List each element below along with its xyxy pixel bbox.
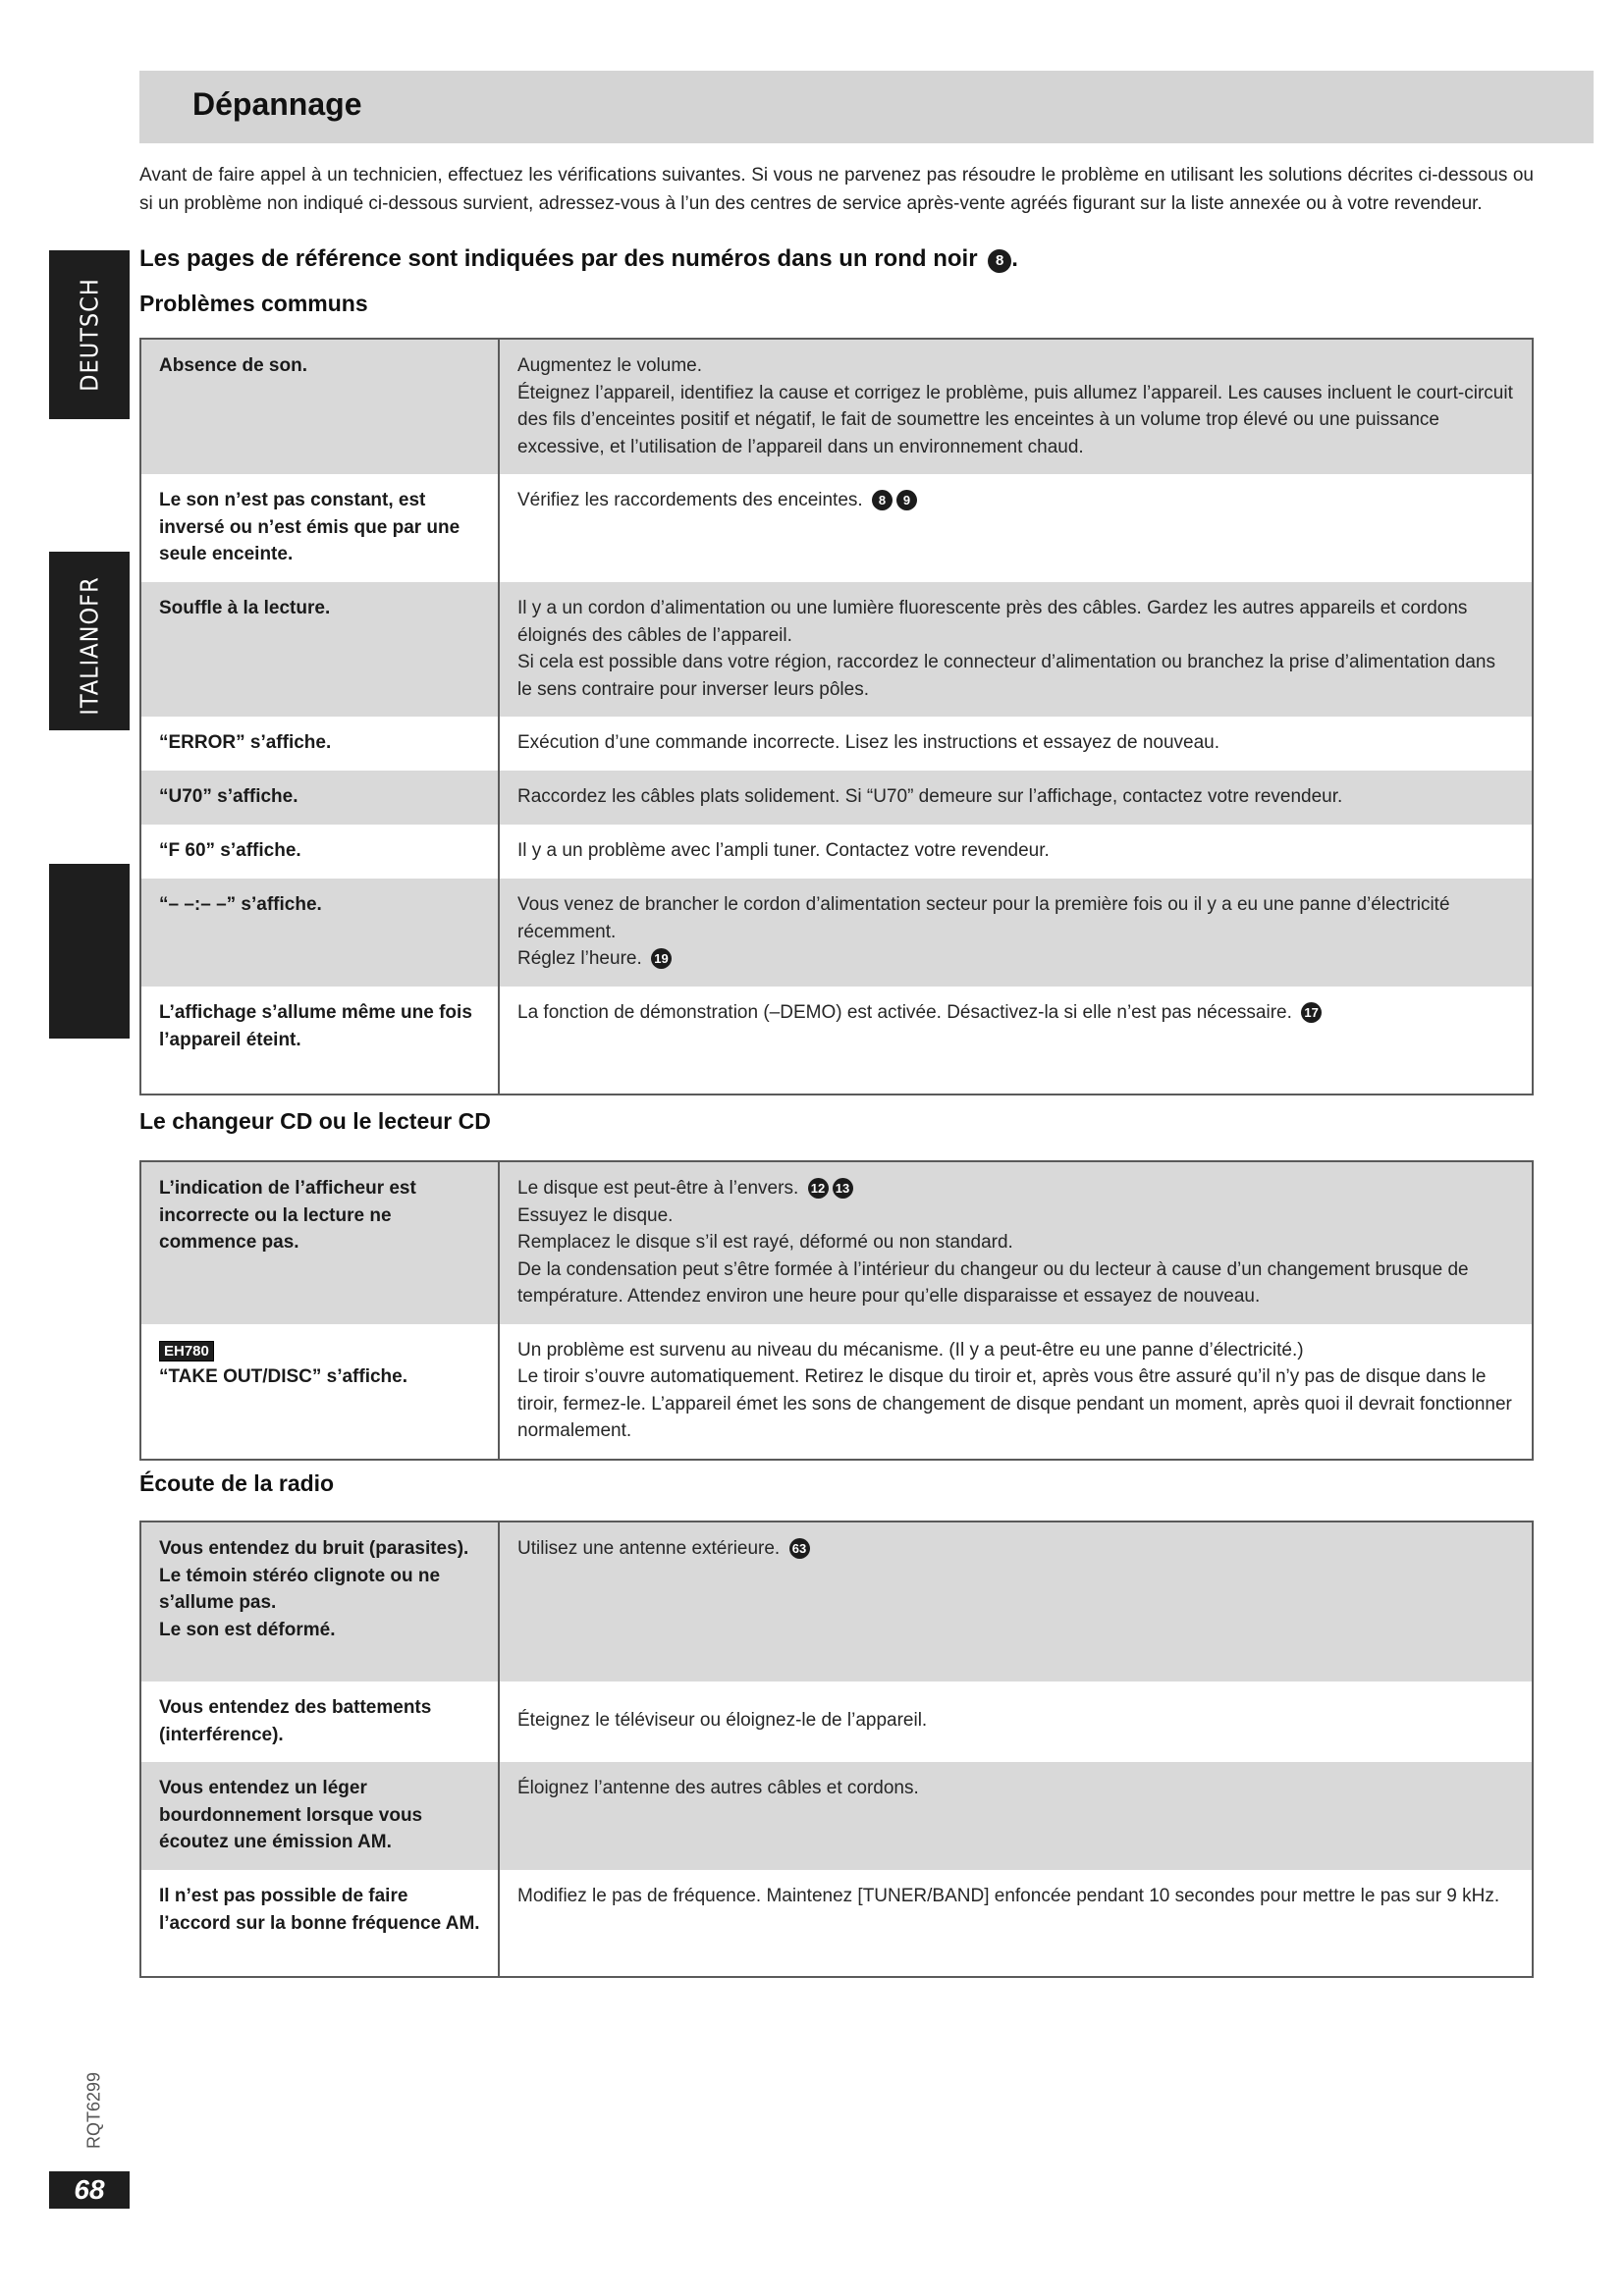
side-tab-label: ITALIANOFR <box>75 576 104 716</box>
table-row <box>140 879 1533 987</box>
reference-note <box>139 245 1018 273</box>
solution-line: Essuyez le disque. <box>517 1204 674 1226</box>
solution-cell: Exécution d’une commande incorrecte. Lisez les instructions et essayez de nouveau. <box>499 717 1533 771</box>
solution-line: Augmentez le volume. <box>517 355 702 376</box>
solution-cell: Modifiez le pas de fréquence. Maintenez [TUNER/BAND] enfoncée pendant 10 secondes pour mettre le pas sur 9 kHz. <box>499 1870 1533 1977</box>
solution-line: Il y a un cordon d’alimentation ou une lumière fluorescente près des câbles. Gardez les autres appareils et cordons éloignés des câbles de l’appareil. <box>517 598 1468 646</box>
table-row <box>140 474 1533 582</box>
solution-cell: Raccordez les câbles plats solidement. Si “U70” demeure sur l’affichage, contactez votre revendeur. <box>499 771 1533 825</box>
page-ref-icon: 63 <box>789 1538 810 1559</box>
solution-line: Un problème est survenu au niveau du mécanisme. (Il y a peut-être eu une panne d’électricité.) <box>517 1339 1304 1361</box>
table-row <box>140 1324 1533 1460</box>
solution-cell <box>499 339 1533 474</box>
solution-cell <box>499 582 1533 717</box>
problem-cell: Souffle à la lecture. <box>140 582 499 717</box>
section-title-radio: Écoute de la radio <box>139 1470 335 1496</box>
problem-cell: “U70” s’affiche. <box>140 771 499 825</box>
table-row <box>140 1682 1533 1762</box>
page-title: Dépannage <box>192 86 362 122</box>
page-ref-icon: 12 <box>808 1178 829 1199</box>
page-ref-icon: 17 <box>1301 1002 1322 1023</box>
page-ref-icon: 13 <box>833 1178 853 1199</box>
cd-problems-table <box>139 1160 1534 1461</box>
page-ref-icon: 9 <box>896 490 917 510</box>
problem-line: Vous entendez du bruit (parasites). <box>159 1538 469 1559</box>
problem-cell: L’indication de l’afficheur est incorrecte ou la lecture ne commence pas. <box>140 1161 499 1324</box>
table-row <box>140 582 1533 717</box>
reference-circle-icon: 8 <box>988 249 1011 273</box>
document-code: RQT6299 <box>83 2071 104 2150</box>
problem-line: Le son est déformé. <box>159 1619 336 1640</box>
table-row <box>140 771 1533 825</box>
table-row <box>140 339 1533 474</box>
solution-cell: Éloignez l’antenne des autres câbles et cordons. <box>499 1762 1533 1870</box>
solution-line: Réglez l’heure. <box>517 948 642 969</box>
solution-line: Éteignez l’appareil, identifiez la cause et corrigez le problème, puis allumez l’appareil. Les causes incluent le court-circuit des fils d’enceintes positif et négatif, le fait de soumettre les enceintes à un volume trop élevé ou une puissance excessive, et l’utilisation de l’appareil dans un environnement chaud. <box>517 382 1513 457</box>
solution-cell <box>499 1161 1533 1324</box>
solution-line: Le tiroir s’ouvre automatiquement. Retirez le disque du tiroir et, après vous être assuré qu’il n’y pas de disque dans le tiroir, fermez-le. L’appareil émet les sons de changement de disque pendant un moment, après quoi il devrait fonctionner normalement. <box>517 1366 1512 1441</box>
side-tab-italiano-francais <box>49 552 130 730</box>
problem-cell: L’affichage s’allume même une fois l’appareil éteint. <box>140 987 499 1095</box>
side-tab-label: DEUTSCH <box>75 278 104 392</box>
solution-line: De la condensation peut s’être formée à l’intérieur du changeur ou du lecteur à cause d’un changement brusque de température. Attendez environ une heure pour qu’elle disparaisse et essayez de nouveau. <box>517 1258 1469 1307</box>
solution-line: Le disque est peut-être à l’envers. <box>517 1178 799 1199</box>
common-problems-table <box>139 338 1534 1095</box>
problem-cell: Le son n’est pas constant, est inversé ou n’est émis que par une seule enceinte. <box>140 474 499 582</box>
section-title-cd: Le changeur CD ou le lecteur CD <box>139 1108 491 1134</box>
side-tab-blank <box>49 864 130 1039</box>
problem-cell: “ERROR” s’affiche. <box>140 717 499 771</box>
solution-cell <box>499 1522 1533 1682</box>
reference-note-period: . <box>1011 245 1018 272</box>
solution-cell <box>499 987 1533 1095</box>
problem-text: “TAKE OUT/DISC” s’affiche. <box>159 1366 408 1387</box>
solution-line: Utilisez une antenne extérieure. <box>517 1538 781 1559</box>
solution-cell <box>499 879 1533 987</box>
problem-line: Le témoin stéréo clignote ou ne s’allume pas. <box>159 1565 441 1613</box>
problem-cell: Il n’est pas possible de faire l’accord sur la bonne fréquence AM. <box>140 1870 499 1977</box>
problem-cell <box>140 1522 499 1682</box>
solution-line: Vous venez de brancher le cordon d’alimentation secteur pour la première fois ou il y a eu une panne d’électricité récemment. <box>517 894 1450 942</box>
page-ref-icon: 19 <box>651 948 672 969</box>
table-row <box>140 1870 1533 1977</box>
problem-cell <box>140 1324 499 1460</box>
page-ref-icon: 8 <box>872 490 893 510</box>
section-title-common: Problèmes communs <box>139 291 368 316</box>
solution-line: Remplacez le disque s’il est rayé, déformé ou non standard. <box>517 1232 1013 1253</box>
solution-cell <box>499 1324 1533 1460</box>
problem-cell: Vous entendez des battements (interférence). <box>140 1682 499 1762</box>
solution-line: Si cela est possible dans votre région, raccordez le connecteur d’alimentation ou branchez la prise d’alimentation dans le sens contraire pour inverser leurs pôles. <box>517 652 1495 700</box>
table-row <box>140 987 1533 1095</box>
solution-line: Vérifiez les raccordements des enceintes. <box>517 490 863 510</box>
table-row <box>140 717 1533 771</box>
page-number: 68 <box>49 2171 130 2209</box>
solution-cell: Il y a un problème avec l’ampli tuner. Contactez votre revendeur. <box>499 825 1533 879</box>
problem-cell: Absence de son. <box>140 339 499 474</box>
table-row <box>140 1762 1533 1870</box>
radio-problems-table <box>139 1521 1534 1978</box>
problem-cell: “– –:– –” s’affiche. <box>140 879 499 987</box>
intro-paragraph: Avant de faire appel à un technicien, effectuez les vérifications suivantes. Si vous ne parvenez pas résoudre le problème en utilisant les solutions décrites ci-dessous ou si un problème non indiqué ci-dessous survient, adressez-vous à l’un des centres de service après-vente agréés figurant sur la liste annexée ou à votre revendeur. <box>139 165 1534 214</box>
table-row <box>140 1522 1533 1682</box>
solution-cell <box>499 474 1533 582</box>
table-row <box>140 825 1533 879</box>
solution-cell: Éteignez le téléviseur ou éloignez-le de l’appareil. <box>499 1682 1533 1762</box>
problem-cell: Vous entendez un léger bourdonnement lorsque vous écoutez une émission AM. <box>140 1762 499 1870</box>
problem-cell: “F 60” s’affiche. <box>140 825 499 879</box>
solution-line: La fonction de démonstration (–DEMO) est activée. Désactivez-la si elle n’est pas nécessaire. <box>517 1002 1292 1023</box>
reference-note-text: Les pages de référence sont indiquées par des numéros dans un rond noir <box>139 245 978 272</box>
table-row <box>140 1161 1533 1324</box>
side-tab-deutsch <box>49 250 130 419</box>
model-badge: EH780 <box>159 1341 214 1362</box>
title-bar <box>139 71 1594 143</box>
